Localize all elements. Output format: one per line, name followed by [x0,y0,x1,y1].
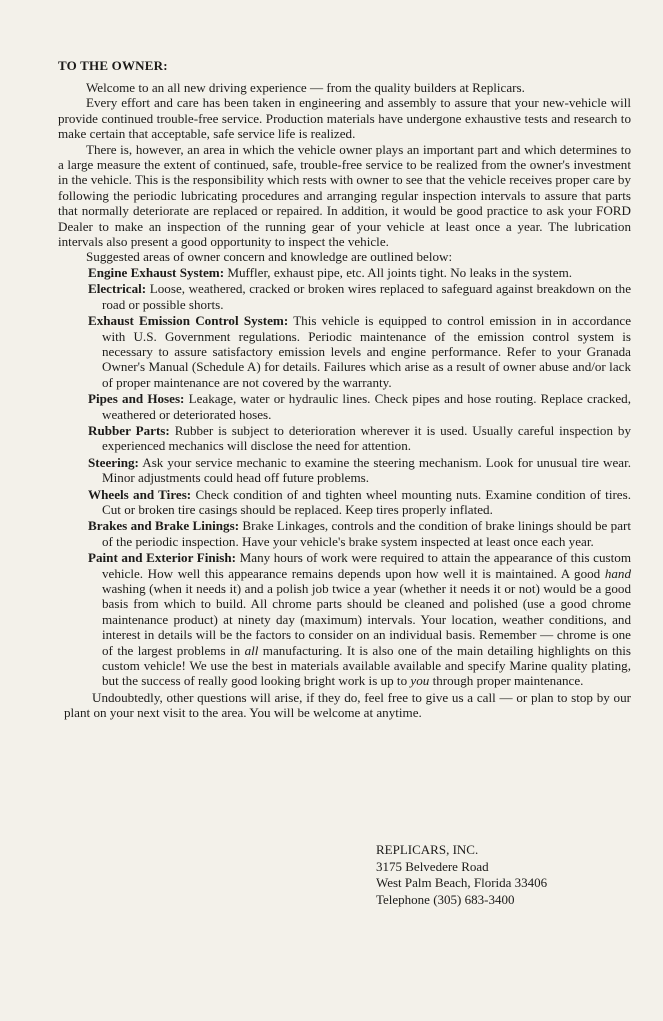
list-item [88,455,631,486]
responsibility-paragraph: There is, however, an area in which the vehicle owner plays an important part and which determines to a large measure the extent of continued, safe, trouble-free service to be realized from the owner's investment in the vehicle. This is the responsibility which rests with owner to see that the vehicle receives proper care by following the periodic lubricating procedures and arranging regular inspection intervals to assure that parts that normally deteriorate are replaced or repaired. In addition, it would be good practice to ask your FORD Dealer to make an inspection of the running gear of your vehicle at least once a year. The lubrication intervals also present a good opportunity to inspect the vehicle. [58,141,631,250]
item-term: Electrical: [88,281,147,297]
list-item [88,423,631,454]
list-item [88,391,631,422]
suggested-areas-intro: Suggested areas of owner concern and knowledge are outlined below: [86,249,453,265]
concern-list [88,265,631,689]
item-term: Rubber Parts: [88,422,170,438]
item-term: Brakes and Brake Linings: [88,518,240,534]
item-term: Steering: [88,454,139,470]
item-term: Engine Exhaust System: [88,264,225,280]
item-text: Many hours of work were required to attain the appearance of this custom vehicle. How well this appearance remains depends upon how well it is maintained. A good hand washing (when it needs it) and a polish job twice a year (whether it needs it or not) would be a good basis from which to build. All chrome parts should be cleaned and polished (use a good chrome maintenance product) at ninety day (maximum) intervals. Your location, weather conditions, and interest in details will be the factors to consider on an individual basis. Remember — chrome is one of the largest problems in all manufacturing. It is also one of the main detailing highlights on this custom vehicle! We use the best in materials available available and specify Marine quality plating, but the success of really good looking bright work is up to you through proper maintenance. [102,550,631,689]
item-term: Pipes and Hoses: [88,391,185,407]
list-item [88,518,631,549]
list-item [88,313,631,390]
item-text: Loose, weathered, cracked or broken wires replaced to safeguard against breakdown on the road or possible shorts. [102,281,632,312]
list-item [88,281,631,312]
care-paragraph: Every effort and care has been taken in engineering and assembly to assure that your new-vehicle will provide continued trouble-free service. Production materials have undergone exhaustive tests and research to make certain that acceptable, safe service life is realized. [58,95,631,142]
item-text: Brake Linkages, controls and the condition of brake linings should be part of the periodic inspection. Have your vehicle's brake system inspected at least once each year. [102,518,632,549]
item-term: Exhaust Emission Control System: [88,313,289,329]
street-address: 3175 Belvedere Road [376,858,489,874]
item-text: Check condition of and tighten wheel mounting nuts. Examine condition of tires. Cut or broken tire casings should be replaced. Keep tires properly inflated. [102,486,631,517]
item-text: This vehicle is equipped to control emission in in accordance with U.S. Government regulations. Periodic maintenance of the emission control system is necessary to assure satisfactory emission levels and engine performance. Refer to your Granada Owner's Manual (Schedule A) for details. Failures which arise as a result of owner abuse and/or lack of proper maintenance are not covered by the warranty. [102,313,632,390]
welcome-paragraph: Welcome to an all new driving experience — from the quality builders at Replicars. [86,80,525,95]
item-text: Ask your service mechanic to examine the steering mechanism. Look for unusual tire wear. Minor adjustments could head off future problems. [102,454,631,486]
letter-heading: TO THE OWNER: [58,58,168,73]
list-item [88,265,631,280]
item-text: Rubber is subject to deterioration wherever it is used. Usually careful inspection by experienced mechanics will disclose the need for attention. [102,422,631,454]
city-state-zip: West Palm Beach, Florida 33406 [376,875,548,890]
item-text: Muffler, exhaust pipe, etc. All joints tight. No leaks in the system. [227,264,573,280]
item-term: Wheels and Tires: [88,486,192,502]
item-term: Paint and Exterior Finish: [88,550,237,566]
item-text: Leakage, water or hydraulic lines. Check pipes and hose routing. Replace cracked, weathered or deteriorated hoses. [102,391,632,422]
phone-number: Telephone (305) 683-3400 [376,891,515,907]
closing-paragraph: Undoubtedly, other questions will arise, if they do, feel free to give us a call — or plan to stop by our plant on your next visit to the area. You will be welcome at anytime. [64,689,631,721]
list-item [88,550,631,689]
list-item [88,487,631,518]
company-name: REPLICARS, INC. [376,842,479,857]
company-address [376,842,547,908]
